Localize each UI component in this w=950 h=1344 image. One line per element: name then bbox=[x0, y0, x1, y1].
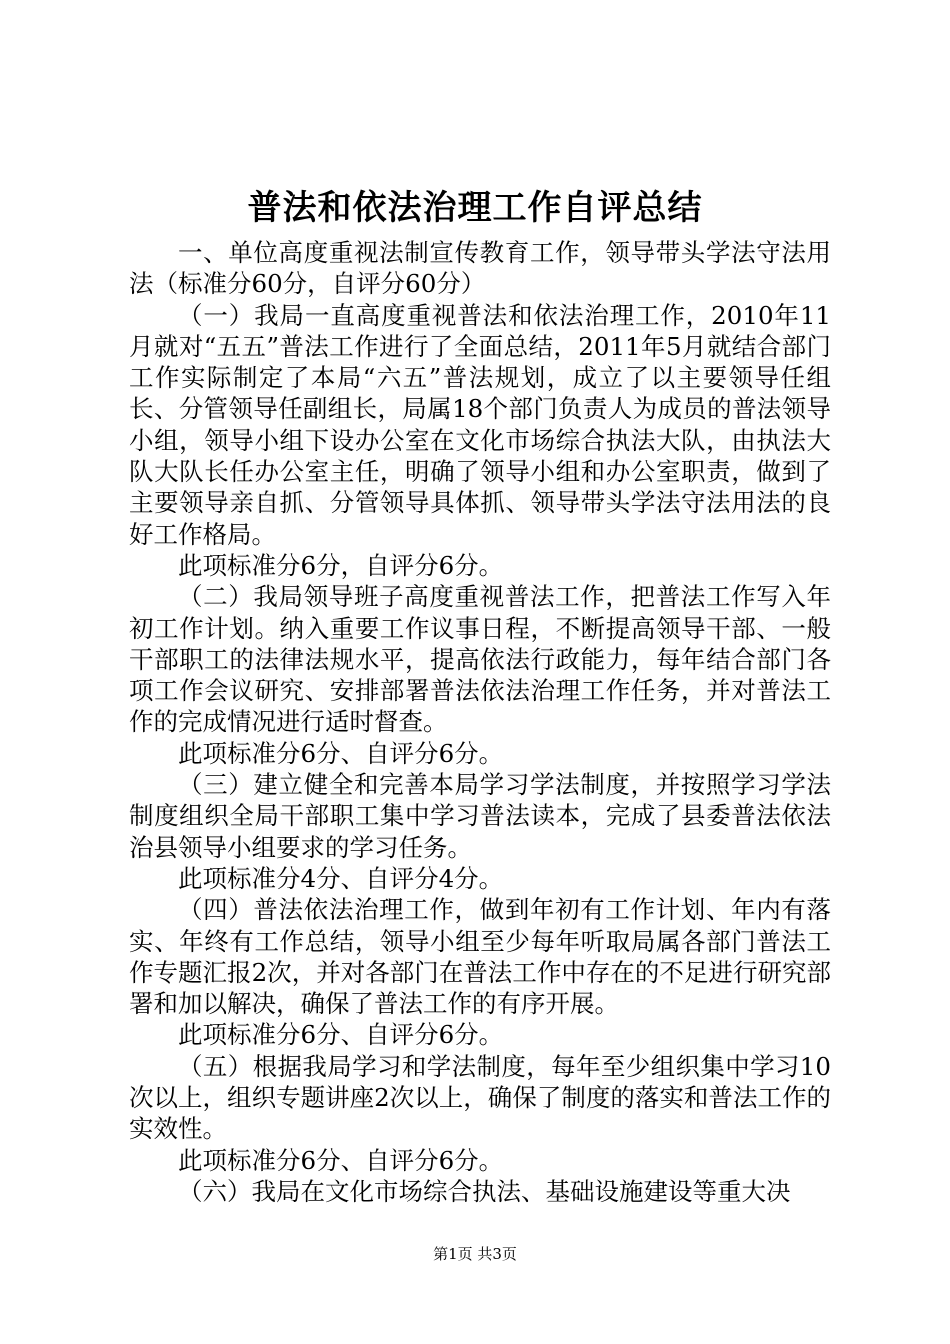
paragraph-item-6: （六）我局在文化市场综合执法、基础设施建设等重大决 bbox=[178, 1176, 791, 1206]
paragraph-item-4: （四）普法依法治理工作，做到年初有工作计划、年内有落实、年终有工作总结，领导小组至少每年听取局属各部门普法工作专题汇报2次，并对各部门在普法工作中存在的不足进行研究部署和加以解决，确保了普法工作的有序开展。 bbox=[129, 895, 831, 1019]
score-line-4: 此项标准分6分、自评分6分。 bbox=[178, 1020, 504, 1050]
score-line-1: 此项标准分6分，自评分6分。 bbox=[178, 550, 504, 580]
paragraph-item-3: （三）建立健全和完善本局学习学法制度，并按照学习学法制度组织全局干部职工集中学习普法读本，完成了县委普法依法治县领导小组要求的学习任务。 bbox=[129, 770, 831, 862]
paragraph-item-5: （五）根据我局学习和学法制度，每年至少组织集中学习10次以上，组织专题讲座2次以上，确保了制度的落实和普法工作的实效性。 bbox=[129, 1051, 831, 1144]
score-line-5: 此项标准分6分、自评分6分。 bbox=[178, 1145, 504, 1175]
paragraph-item-1: （一）我局一直高度重视普法和依法治理工作，2010年11月就对“五五”普法工作进行了全面总结，2011年5月就结合部门工作实际制定了本局“六五”普法规划，成立了以主要领导任组长、分管领导任副组长，局属18个部门负责人为成员的普法领导小组，领导小组下设办公室在文化市场综合执法大队，由执法大队大队长任办公室主任，明确了领导小组和办公室职责，做到了主要领导亲自抓、分管领导具体抓、领导带头学法守法用法的良好工作格局。 bbox=[129, 300, 831, 549]
score-line-3: 此项标准分4分、自评分4分。 bbox=[178, 863, 504, 893]
score-line-2: 此项标准分6分、自评分6分。 bbox=[178, 738, 504, 768]
document-body bbox=[129, 237, 831, 1207]
page-number-footer: 第1页 共3页 bbox=[433, 1245, 517, 1263]
paragraph-section-1: 一、单位高度重视法制宣传教育工作，领导带头学法守法用法（标准分60分，自评分60分） bbox=[129, 238, 831, 299]
document-title: 普法和依法治理工作自评总结 bbox=[247, 188, 703, 228]
paragraph-item-2: （二）我局领导班子高度重视普法工作，把普法工作写入年初工作计划。纳入重要工作议事日程，不断提高领导干部、一般干部职工的法律法规水平，提高依法行政能力，每年结合部门各项工作会议研究、安排部署普法依法治理工作任务，并对普法工作的完成情况进行适时督查。 bbox=[129, 582, 831, 737]
